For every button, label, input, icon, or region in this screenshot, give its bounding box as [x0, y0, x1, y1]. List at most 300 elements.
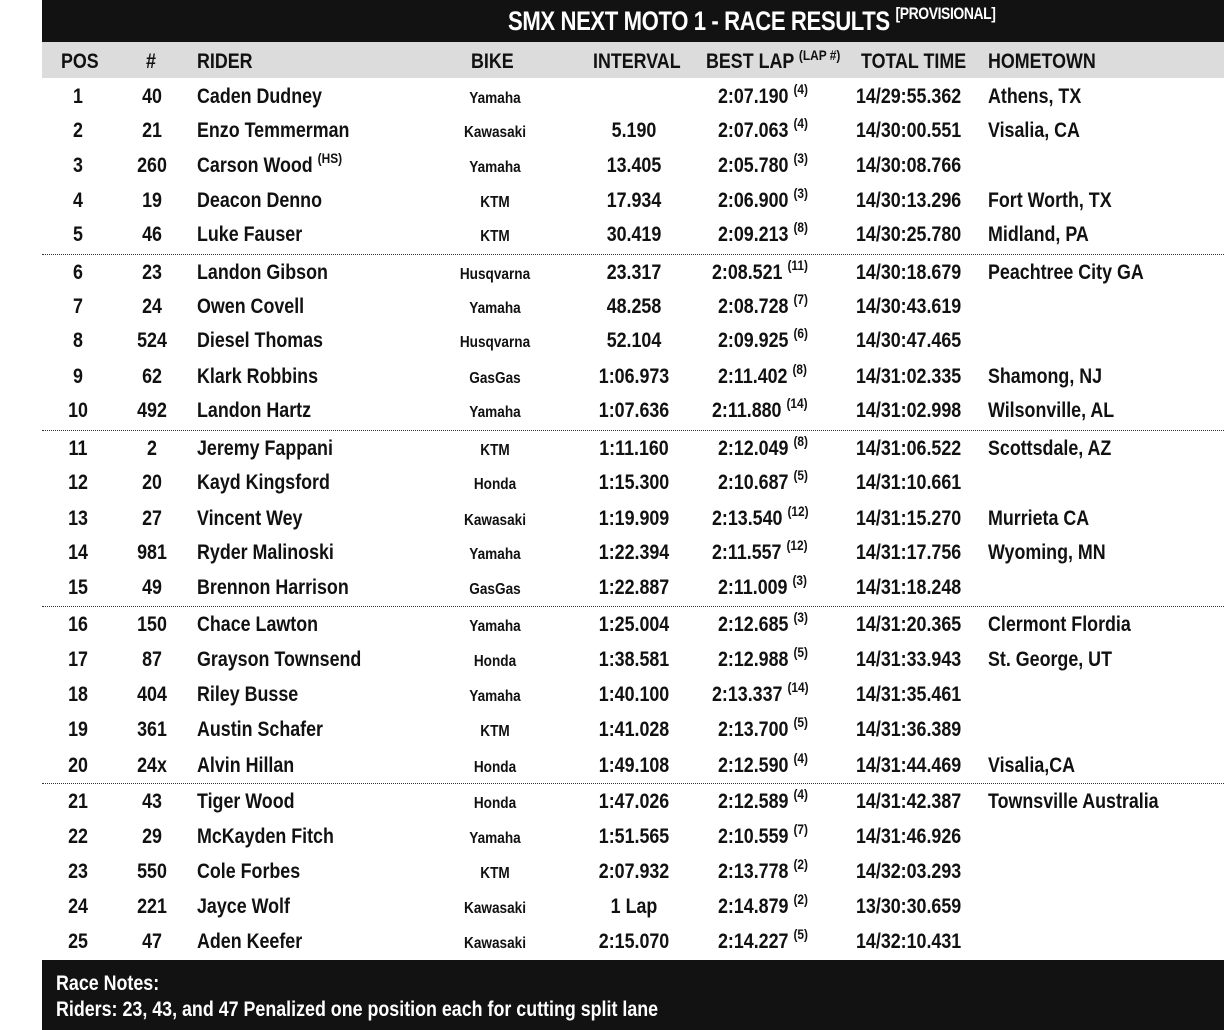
- cell-pos: 11: [68, 437, 88, 460]
- cell-pos: 15: [68, 576, 88, 599]
- cell-best-lap: [712, 395, 808, 423]
- cell-pos: 14: [68, 541, 88, 564]
- cell-rider: [197, 261, 328, 285]
- cell-rider: [197, 85, 322, 109]
- rider-name: Vincent Wey: [197, 507, 303, 530]
- cell-number: 47: [142, 930, 162, 953]
- cell-pos: 3: [73, 154, 83, 177]
- cell-best-lap: [712, 503, 809, 531]
- table-row: [42, 218, 1224, 252]
- cell-bike: Honda: [473, 653, 517, 670]
- cell-pos: 5: [73, 223, 83, 246]
- cell-bike: Husqvarna: [459, 266, 531, 283]
- cell-bike: KTM: [480, 865, 510, 882]
- cell-best-lap: [718, 750, 808, 778]
- table-row: [42, 360, 1224, 394]
- cell-rider: [197, 223, 302, 247]
- cell-rider: [197, 648, 361, 672]
- cell-bike: Kawasaki: [464, 935, 526, 952]
- cell-hometown: Visalia,CA: [988, 754, 1075, 777]
- rider-name: Caden Dudney: [197, 85, 322, 108]
- best-lap-time: 2:14.879: [718, 895, 789, 918]
- cell-best-lap: [718, 325, 808, 353]
- cell-interval: 23.317: [606, 261, 662, 284]
- cell-bike: KTM: [480, 194, 510, 211]
- best-lap-time: 2:13.778: [718, 860, 789, 883]
- cell-bike: Kawasaki: [464, 124, 526, 141]
- cell-number: 40: [142, 85, 162, 108]
- cell-rider: [197, 541, 334, 565]
- cell-number: 492: [137, 399, 167, 422]
- column-header-row: [42, 42, 1224, 78]
- cell-total-time: 14/30:08.766: [856, 154, 962, 177]
- cell-total-time: 14/30:43.619: [856, 295, 962, 318]
- header-interval: INTERVAL: [593, 50, 681, 73]
- group-divider: [42, 254, 1224, 255]
- cell-interval: 1:51.565: [598, 825, 670, 848]
- cell-interval: 1:22.394: [598, 541, 670, 564]
- cell-hometown: Scottsdale, AZ: [988, 437, 1112, 460]
- cell-rider: [197, 119, 349, 143]
- cell-number: 46: [142, 223, 162, 246]
- cell-bike: Yamaha: [469, 300, 521, 317]
- cell-bike: GasGas: [469, 581, 521, 598]
- cell-best-lap: [718, 467, 808, 495]
- table-row: [42, 80, 1224, 114]
- cell-pos: 1: [73, 85, 83, 108]
- best-lap-number: (14): [787, 679, 809, 695]
- best-lap-number: (4): [793, 81, 808, 97]
- header-number: #: [146, 50, 156, 73]
- table-row: [42, 820, 1224, 854]
- best-lap-number: (3): [792, 572, 808, 588]
- cell-hometown: Townsville Australia: [988, 790, 1159, 813]
- cell-interval: 2:07.932: [598, 860, 670, 883]
- cell-hometown: Fort Worth, TX: [988, 189, 1112, 212]
- cell-pos: 21: [68, 790, 88, 813]
- cell-interval: 1:07.636: [598, 399, 670, 422]
- cell-bike: Yamaha: [469, 159, 521, 176]
- cell-rider: [197, 754, 294, 778]
- best-lap-number: (4): [793, 786, 808, 802]
- cell-pos: 16: [68, 613, 88, 636]
- cell-total-time: 14/31:33.943: [856, 648, 962, 671]
- table-row: [42, 785, 1224, 819]
- cell-best-lap: [718, 433, 808, 461]
- cell-total-time: 14/31:18.248: [856, 576, 962, 599]
- cell-total-time: 14/29:55.362: [856, 85, 962, 108]
- table-row: [42, 290, 1224, 324]
- cell-total-time: 14/32:10.431: [856, 930, 962, 953]
- group-divider: [42, 430, 1224, 431]
- table-row: [42, 925, 1224, 959]
- cell-hometown: St. George, UT: [988, 648, 1112, 671]
- rider-name: Cole Forbes: [197, 860, 301, 883]
- best-lap-time: 2:09.925: [718, 329, 789, 352]
- table-row: [42, 466, 1224, 500]
- cell-interval: 48.258: [606, 295, 662, 318]
- cell-best-lap: [718, 219, 808, 247]
- cell-number: 87: [142, 648, 162, 671]
- best-lap-time: 2:12.988: [718, 648, 789, 671]
- best-lap-time: 2:12.049: [718, 437, 789, 460]
- cell-hometown: Visalia, CA: [988, 119, 1080, 142]
- cell-bike: KTM: [480, 723, 510, 740]
- best-lap-number: (12): [786, 537, 808, 553]
- rider-name: Landon Hartz: [197, 399, 312, 422]
- cell-rider: [197, 790, 295, 814]
- cell-bike: Yamaha: [469, 830, 521, 847]
- best-lap-number: (7): [793, 821, 808, 837]
- best-lap-number: (8): [792, 361, 808, 377]
- table-row: [42, 324, 1224, 358]
- best-lap-number: (11): [787, 257, 808, 273]
- table-row: [42, 149, 1224, 183]
- cell-hometown: Wyoming, MN: [988, 541, 1106, 564]
- table-row: [42, 643, 1224, 677]
- cell-interval: 1:15.300: [598, 471, 670, 494]
- cell-total-time: 14/31:42.387: [856, 790, 962, 813]
- cell-total-time: 14/31:44.469: [856, 754, 962, 777]
- best-lap-number: (5): [793, 714, 808, 730]
- cell-hometown: Athens, TX: [988, 85, 1082, 108]
- rider-name: Ryder Malinoski: [197, 541, 334, 564]
- cell-number: 404: [137, 683, 167, 706]
- best-lap-number: (4): [793, 115, 808, 131]
- rider-name: Tiger Wood: [197, 790, 295, 813]
- table-row: [42, 890, 1224, 924]
- cell-bike: Yamaha: [469, 546, 521, 563]
- cell-bike: Husqvarna: [459, 334, 531, 351]
- cell-best-lap: [718, 150, 808, 178]
- cell-number: 361: [137, 718, 167, 741]
- race-notes-heading: Race Notes:: [56, 972, 160, 995]
- best-lap-time: 2:13.540: [712, 507, 783, 530]
- cell-interval: 1:06.973: [598, 365, 670, 388]
- best-lap-time: 2:11.402: [718, 365, 788, 388]
- cell-rider: [197, 613, 318, 637]
- best-lap-time: 2:09.213: [718, 223, 789, 246]
- cell-best-lap: [718, 821, 808, 849]
- header-rider: RIDER: [197, 50, 253, 73]
- best-lap-time: 2:11.557: [712, 541, 782, 564]
- best-lap-time: 2:13.337: [712, 683, 783, 706]
- cell-bike: Yamaha: [469, 688, 521, 705]
- table-row: [42, 432, 1224, 466]
- best-lap-number: (14): [786, 395, 808, 411]
- group-divider: [42, 783, 1224, 784]
- cell-interval: 1:38.581: [598, 648, 670, 671]
- cell-interval: 13.405: [606, 154, 662, 177]
- best-lap-time: 2:12.590: [718, 754, 789, 777]
- rider-name: Austin Schafer: [197, 718, 323, 741]
- cell-total-time: 14/31:10.661: [856, 471, 962, 494]
- cell-interval: 5.190: [611, 119, 657, 142]
- cell-interval: 30.419: [606, 223, 662, 246]
- rider-name: Riley Busse: [197, 683, 299, 706]
- cell-interval: 1:22.887: [598, 576, 670, 599]
- cell-pos: 12: [68, 471, 88, 494]
- rider-name: Klark Robbins: [197, 365, 319, 388]
- cell-bike: Yamaha: [469, 404, 521, 421]
- table-row: [42, 749, 1224, 783]
- cell-number: 550: [137, 860, 167, 883]
- cell-best-lap: [718, 291, 808, 319]
- cell-rider: [197, 399, 311, 423]
- best-lap-number: (7): [793, 291, 808, 307]
- cell-number: 24: [142, 295, 162, 318]
- cell-total-time: 14/30:00.551: [856, 119, 962, 142]
- cell-interval: 1:11.160: [599, 437, 669, 460]
- cell-rider: [197, 150, 343, 178]
- best-lap-time: 2:07.063: [718, 119, 789, 142]
- cell-interval: 52.104: [606, 329, 662, 352]
- table-row: [42, 256, 1224, 290]
- cell-rider: [197, 295, 304, 319]
- best-lap-time: 2:08.728: [718, 295, 789, 318]
- cell-total-time: 14/31:17.756: [856, 541, 962, 564]
- best-lap-number: (3): [793, 185, 808, 201]
- title-bar: [42, 0, 1224, 42]
- table-row: [42, 394, 1224, 428]
- best-lap-time: 2:06.900: [718, 189, 789, 212]
- cell-bike: Yamaha: [469, 90, 521, 107]
- cell-number: 24x: [137, 754, 167, 777]
- cell-pos: 19: [68, 718, 88, 741]
- cell-number: 20: [142, 471, 162, 494]
- best-lap-time: 2:13.700: [718, 718, 789, 741]
- cell-total-time: 14/30:13.296: [856, 189, 962, 212]
- cell-number: 221: [137, 895, 167, 918]
- rider-name: Alvin Hillan: [197, 754, 295, 777]
- cell-hometown: Murrieta CA: [988, 507, 1090, 530]
- provisional-tag: [PROVISIONAL]: [895, 4, 996, 23]
- cell-rider: [197, 860, 300, 884]
- cell-best-lap: [718, 644, 808, 672]
- table-row: [42, 713, 1224, 747]
- rider-name: Deacon Denno: [197, 189, 322, 212]
- cell-number: 62: [142, 365, 162, 388]
- cell-total-time: 14/31:36.389: [856, 718, 962, 741]
- cell-bike: Honda: [473, 795, 517, 812]
- cell-rider: [197, 329, 323, 353]
- race-notes-text: Riders: 23, 43, and 47 Penalized one position each for cutting split lane: [56, 998, 659, 1021]
- cell-total-time: 14/30:47.465: [856, 329, 962, 352]
- cell-interval: 17.934: [606, 189, 662, 212]
- cell-best-lap: [718, 115, 808, 143]
- rider-name: Owen Covell: [197, 295, 305, 318]
- cell-total-time: 14/31:02.998: [856, 399, 962, 422]
- cell-interval: 1:47.026: [598, 790, 670, 813]
- cell-interval: 1:19.909: [598, 507, 670, 530]
- best-lap-number: (5): [793, 467, 808, 483]
- rider-name: Carson Wood: [197, 154, 313, 177]
- cell-number: 23: [142, 261, 162, 284]
- cell-best-lap: [718, 185, 808, 213]
- cell-number: 260: [137, 154, 167, 177]
- cell-interval: 1:41.028: [598, 718, 670, 741]
- rider-name: Enzo Temmerman: [197, 119, 350, 142]
- cell-rider: [197, 437, 333, 461]
- best-lap-number: (2): [793, 856, 808, 872]
- rider-name: Diesel Thomas: [197, 329, 323, 352]
- cell-bike: KTM: [480, 228, 510, 245]
- cell-best-lap: [718, 81, 808, 109]
- rider-name: Brennon Harrison: [197, 576, 349, 599]
- cell-bike: Yamaha: [469, 618, 521, 635]
- table-row: [42, 184, 1224, 218]
- cell-pos: 8: [73, 329, 83, 352]
- cell-hometown: Midland, PA: [988, 223, 1089, 246]
- table-row: [42, 608, 1224, 642]
- rider-name: Kayd Kingsford: [197, 471, 330, 494]
- rider-name: Jeremy Fappani: [197, 437, 333, 460]
- best-lap-time: 2:11.880: [712, 399, 782, 422]
- best-lap-number: (6): [793, 325, 808, 341]
- best-lap-time: 2:14.227: [718, 930, 789, 953]
- best-lap-time: 2:11.009: [718, 576, 788, 599]
- cell-best-lap: [718, 786, 808, 814]
- cell-best-lap: [718, 361, 808, 389]
- cell-pos: 9: [73, 365, 83, 388]
- cell-number: 150: [137, 613, 167, 636]
- cell-best-lap: [718, 891, 808, 919]
- best-lap-number: (12): [787, 503, 809, 519]
- cell-number: 19: [142, 189, 162, 212]
- cell-pos: 6: [73, 261, 83, 284]
- cell-number: 49: [142, 576, 162, 599]
- cell-rider: [197, 930, 302, 954]
- rider-name: McKayden Fitch: [197, 825, 334, 848]
- cell-hometown: Clermont Flordia: [988, 613, 1131, 636]
- rider-name: Jayce Wolf: [197, 895, 290, 918]
- best-lap-time: 2:12.685: [718, 613, 789, 636]
- cell-total-time: 14/31:35.461: [856, 683, 962, 706]
- cell-bike: Honda: [473, 759, 517, 776]
- cell-interval: 2:15.070: [598, 930, 670, 953]
- table-row: [42, 678, 1224, 712]
- best-lap-number: (3): [793, 150, 808, 166]
- cell-pos: 7: [73, 295, 83, 318]
- cell-pos: 4: [73, 189, 83, 212]
- cell-number: 43: [142, 790, 162, 813]
- best-lap-number: (5): [793, 644, 808, 660]
- cell-best-lap: [712, 257, 808, 285]
- cell-number: 981: [137, 541, 167, 564]
- rider-name: Grayson Townsend: [197, 648, 362, 671]
- cell-total-time: 14/31:02.335: [856, 365, 962, 388]
- cell-total-time: 14/31:06.522: [856, 437, 962, 460]
- rider-name: Chace Lawton: [197, 613, 319, 636]
- rider-name: Aden Keefer: [197, 930, 303, 953]
- cell-rider: [197, 471, 330, 495]
- best-lap-time: 2:10.687: [718, 471, 789, 494]
- cell-best-lap: [718, 572, 808, 600]
- header-pos: POS: [61, 50, 99, 73]
- header-lap-number: (LAP #): [798, 47, 841, 63]
- cell-number: 27: [142, 507, 162, 530]
- cell-total-time: 14/31:20.365: [856, 613, 962, 636]
- group-divider: [42, 606, 1224, 607]
- cell-pos: 2: [73, 119, 83, 142]
- cell-total-time: 13/30:30.659: [856, 895, 962, 918]
- cell-rider: [197, 507, 302, 531]
- cell-bike: Kawasaki: [464, 900, 526, 917]
- rider-name: Landon Gibson: [197, 261, 328, 284]
- best-lap-time: 2:12.589: [718, 790, 789, 813]
- best-lap-number: (3): [793, 609, 808, 625]
- best-lap-time: 2:08.521: [712, 261, 783, 284]
- cell-bike: Honda: [473, 476, 517, 493]
- best-lap-time: 2:05.780: [718, 154, 789, 177]
- cell-best-lap: [712, 537, 808, 565]
- cell-total-time: 14/31:46.926: [856, 825, 962, 848]
- header-hometown: HOMETOWN: [988, 50, 1096, 73]
- best-lap-number: (8): [793, 219, 808, 235]
- cell-bike: GasGas: [469, 370, 521, 387]
- cell-total-time: 14/32:03.293: [856, 860, 962, 883]
- rider-name: Luke Fauser: [197, 223, 303, 246]
- table-row: [42, 536, 1224, 570]
- best-lap-time: 2:07.190: [718, 85, 789, 108]
- cell-rider: [197, 365, 318, 389]
- cell-pos: 22: [68, 825, 88, 848]
- best-lap-number: (4): [793, 750, 808, 766]
- cell-interval: 1:25.004: [598, 613, 670, 636]
- cell-interval: 1:49.108: [598, 754, 670, 777]
- cell-hometown: Peachtree City GA: [988, 261, 1144, 284]
- cell-interval: 1:40.100: [598, 683, 670, 706]
- best-lap-time: 2:10.559: [718, 825, 789, 848]
- cell-pos: 10: [68, 399, 88, 422]
- cell-best-lap: [718, 609, 808, 637]
- header-best-lap: BEST LAP $^{(LAP \#)}$: [706, 47, 841, 73]
- cell-best-lap: [718, 926, 808, 954]
- cell-best-lap: [718, 856, 808, 884]
- best-lap-number: (2): [793, 891, 808, 907]
- cell-interval: 1 Lap: [610, 895, 658, 918]
- cell-best-lap: [718, 714, 808, 742]
- best-lap-number: (8): [793, 433, 808, 449]
- cell-rider: [197, 576, 349, 600]
- cell-number: 29: [142, 825, 162, 848]
- cell-pos: 25: [68, 930, 88, 953]
- cell-pos: 20: [68, 754, 88, 777]
- cell-total-time: 14/30:25.780: [856, 223, 962, 246]
- table-row: [42, 502, 1224, 536]
- cell-number: 2: [147, 437, 157, 460]
- cell-total-time: 14/30:18.679: [856, 261, 962, 284]
- cell-best-lap: [712, 679, 809, 707]
- cell-total-time: 14/31:15.270: [856, 507, 962, 530]
- header-total-time: TOTAL TIME: [861, 50, 967, 73]
- rider-note: (HS): [317, 150, 343, 166]
- cell-hometown: Wilsonville, AL: [988, 399, 1115, 422]
- table-row: [42, 571, 1224, 605]
- cell-hometown: Shamong, NJ: [988, 365, 1103, 388]
- cell-pos: 18: [68, 683, 88, 706]
- page-title: SMX NEXT MOTO 1 - RACE RESULTS [PROVISIONAL]: [508, 4, 996, 36]
- cell-number: 524: [137, 329, 167, 352]
- table-row: [42, 114, 1224, 148]
- cell-rider: [197, 683, 298, 707]
- race-notes: [42, 960, 1224, 1030]
- best-lap-number: (5): [793, 926, 808, 942]
- header-bike: BIKE: [471, 50, 514, 73]
- cell-pos: 24: [68, 895, 88, 918]
- table-row: [42, 855, 1224, 889]
- cell-rider: [197, 825, 334, 849]
